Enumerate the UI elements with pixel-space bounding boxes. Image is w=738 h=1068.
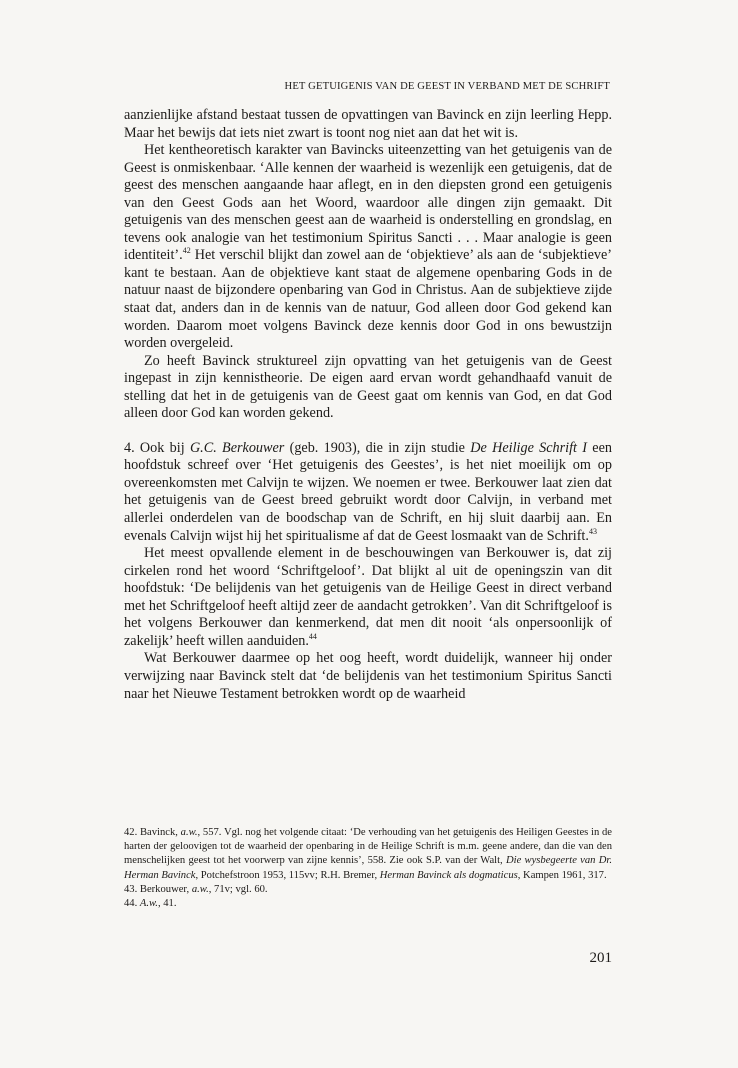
footnotes [124,826,612,911]
footnote-ref-43[interactable]: 43 [588,526,597,536]
paragraph-2 [124,142,612,353]
footnote-42-text-c: , Potchefstroon 1953, 115vv; R.H. Bremer, [195,869,380,881]
book-title: De Heilige Schrift I [470,439,588,456]
footnote-44-text-a: 44. [124,898,140,910]
footnote-43-text-a: 43. Berkouwer, [124,883,192,895]
paragraph-1-text: aanzienlijke afstand bestaat tussen de opvattingen van Bavinck en zijn leerling Hepp. Maar het bewijs dat iets niet zwart is toont nog niet aan dat het wit is. [124,107,612,141]
footnote-44-text-b: , 41. [157,898,177,910]
paragraph-2-text-a: Het kentheoretisch karakter van Bavincks uiteenzetting van het getuigenis van de Geest is onmiskenbaar. ‘Alle kennen der waarheid is wezenlijk een getuigenis, dat de geest des menschen aangaande haar aflegt, en in den diepsten grond een getuigenis van den Geest Gods aan het Woord, waardoor alle dingen zijn gemaakt. Dit getuigenis van des menschen geest aan de waarheid is onderstelling en grondslag, en tevens ook analogie van het testimonium Spiritus Sancti . . . Maar analogie is geen identiteit’. [124,142,612,264]
body-text [124,107,612,703]
footnote-42 [124,826,612,883]
footnote-42-text-a: 42. Bavinck, [124,827,181,838]
page-number: 201 [589,950,612,966]
paragraph-3-text: Zo heeft Bavinck struktureel zijn opvatting van het getuigenis van de Geest ingepast in zijn kennistheorie. De eigen aard ervan wordt gehandhaafd vanuit de stelling dat het in de getuigenis van de Geest gaat om kennis van God, en dat God alleen door God kan worden gekend. [124,352,612,422]
paragraph-6-text: Wat Berkouwer daarmee op het oog heeft, wordt duidelijk, wanneer hij onder verwijzing naar Bavinck stelt dat ‘de belijdenis van het testimonium Spiritus Sancti naar het Nieuwe Testament betrokken wordt op de waarheid [124,650,612,702]
paragraph-2-text-b: Het verschil blijkt dan zowel aan de ‘objektieve’ als aan de ‘subjektieve’ kant te bestaan. Aan de objektieve kant staat de algemene openbaring Gods in de natuur naast de bijzondere openbaring van God in Christus. Aan de subjektieve zijde staat dat, anders dan in de kennis van de natuur, God alleen door God gekend kan worden. Daarom moet volgens Bavinck deze kennis door God in ons bewustzijn worden overgeleid. [124,247,612,352]
section-4-lead: 4. Ook bij [124,439,190,456]
running-head: HET GETUIGENIS VAN DE GEEST IN VERBAND MET DE SCHRIFT [284,81,610,92]
footnote-42-text-d: , Kampen 1961, 317. [517,869,607,881]
footnote-42-text-b: , 557. Vgl. nog het volgende citaat: ‘De verhouding van het getuigenis des Heiligen Geestes in de harten der geloovigen tot de waarheid der openbaring in de Heilige Schrift is m.m. geene andere, dan die van den menschelijken geest tot het voorwerp van zijne kennis’, 558. Zie ook S.P. van der Walt, [124,827,612,867]
paragraph-5-text: Het meest opvallende element in de beschouwingen van Berkouwer is, dat zij cirkelen rond het woord ‘Schriftgeloof’. Dat blijkt al uit de openingszin van dit hoofdstuk: ‘De belijdenis van het getuigenis van de Heilige Geest in direct verband met het Schriftgeloof heeft altijd zeer de aandacht getrokken’. Van dit Schriftgeloof is het volgens Berkouwer dan kenmerkend, dat men dit nooit ‘als onpersoonlijk of zakelijk’ heeft willen aanduiden. [124,545,612,649]
footnote-43-aw: a.w. [191,883,209,895]
footnote-42-aw: a.w. [180,827,198,838]
footnote-42-title-1: Die wysbegeerte van Dr. Herman Bavinck [124,855,612,881]
paragraph-6 [124,650,612,703]
paragraph-5 [124,545,612,650]
footnote-44 [124,897,612,911]
footnote-43 [124,883,612,897]
paragraph-4 [124,440,612,545]
paragraph-1 [124,107,612,142]
footnote-43-text-b: , 71v; vgl. 60. [208,883,268,895]
footnote-42-title-2: Herman Bavinck als dogmaticus [379,869,518,881]
footnote-ref-44[interactable]: 44 [308,631,317,641]
paragraph-4-text-rest: een hoofdstuk schreef over ‘Het getuigenis des Geestes’, is het niet moeilijk om op overeenkomsten met Calvijn te wijzen. We noemen er twee. Berkouwer laat zien dat het getuigenis van de Geest breed gebruikt wordt door Calvijn, in verband met allerlei onderdelen van de boodschap van de Schrift, en hij sluit daarbij aan. En evenals Calvijn wijst hij het spiritualisme af dat de Geest losmaakt van de Schrift. [124,439,612,544]
footnote-44-aw: A.w. [139,898,158,910]
author-name: G.C. Berkouwer [189,439,285,456]
footnote-ref-42[interactable]: 42 [182,246,191,256]
paragraph-3 [124,353,612,423]
paragraph-4-text-mid: (geb. 1903), die in zijn studie [284,439,471,456]
